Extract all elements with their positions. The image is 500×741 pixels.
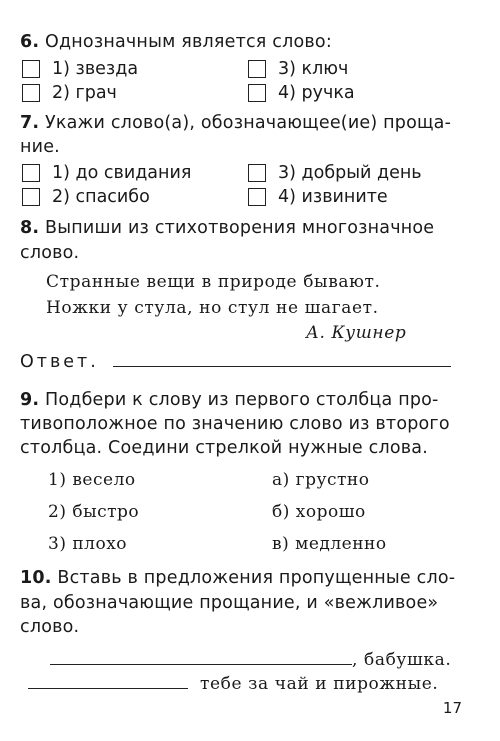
q7-number: 7. (20, 113, 40, 133)
q10-text-line2: ва, обозначающие прощание, и «вежливое» (20, 593, 439, 613)
q7-option-4-label: 4) извините (278, 187, 388, 207)
sentence-2 (28, 674, 438, 694)
q7-option-1-label: 1) до свидания (52, 163, 192, 183)
q7-prompt (20, 113, 451, 133)
sentence-1-blank[interactable] (50, 663, 352, 665)
q7-option-3-label: 3) добрый день (278, 163, 422, 183)
poem-line-1: Странные вещи в природе бывают. (46, 272, 381, 292)
q7-text-line1: Укажи слово(а), обозначающее(ие) проща- (45, 113, 452, 133)
q8-text-line1: Выпиши из стихотворения многозначное (45, 218, 435, 238)
match-left-1[interactable]: 1) весело (48, 470, 136, 490)
q9-text-line2: тивоположное по значению слово из второго (20, 414, 450, 434)
match-right-b[interactable]: б) хорошо (272, 502, 366, 522)
q6-option-2-label: 2) грач (52, 83, 117, 103)
answer-label: Ответ. (20, 352, 99, 372)
q7-option-1-checkbox[interactable] (22, 164, 40, 182)
q7-option-4[interactable] (248, 187, 388, 207)
q6-option-1[interactable] (22, 59, 138, 79)
q9-text-line3: столбца. Соедини стрелкой нужные слова. (20, 438, 428, 458)
q8-number: 8. (20, 218, 40, 238)
q10-prompt (20, 568, 455, 588)
q10-number: 10. (20, 568, 52, 588)
q6-option-3[interactable] (248, 59, 348, 79)
match-right-a[interactable]: а) грустно (272, 470, 370, 490)
q6-option-1-checkbox[interactable] (22, 60, 40, 78)
q7-option-3[interactable] (248, 163, 422, 183)
q7-option-1[interactable] (22, 163, 191, 183)
q7-text-line2: ние. (20, 137, 60, 157)
q10-text-line1: Вставь в предложения пропущенные сло- (57, 568, 456, 588)
q7-option-3-checkbox[interactable] (248, 164, 266, 182)
poem-line-2: Ножки у стула, но стул не шагает. (46, 298, 379, 318)
q7-option-4-checkbox[interactable] (248, 188, 266, 206)
sentence-1-end: , бабушка. (352, 650, 452, 670)
q6-option-4-label: 4) ручка (278, 83, 355, 103)
sentence-2-end: тебе за чай и пирожные. (200, 674, 439, 694)
match-right-c[interactable]: в) медленно (272, 534, 387, 554)
q6-option-4-checkbox[interactable] (248, 84, 266, 102)
sentence-1 (50, 650, 451, 670)
q9-prompt (20, 390, 439, 410)
q6-option-3-checkbox[interactable] (248, 60, 266, 78)
q8-text-line2: слово. (20, 243, 80, 263)
sentence-2-blank[interactable] (28, 687, 188, 689)
q9-text-line1: Подбери к слову из первого столбца про- (45, 390, 439, 410)
q6-option-3-label: 3) ключ (278, 59, 349, 79)
q10-text-line3: слово. (20, 617, 80, 637)
q7-option-2-checkbox[interactable] (22, 188, 40, 206)
q8-prompt (20, 218, 434, 238)
q7-option-2-label: 2) спасибо (52, 187, 150, 207)
q6-prompt (20, 32, 332, 52)
match-left-3[interactable]: 3) плохо (48, 534, 128, 554)
q6-text: Однозначным является слово: (45, 32, 332, 52)
poem-author: А. Кушнер (306, 323, 407, 343)
match-left-2[interactable]: 2) быстро (48, 502, 140, 522)
page-number: 17 (442, 699, 462, 717)
q6-option-2-checkbox[interactable] (22, 84, 40, 102)
q6-option-1-label: 1) звезда (52, 59, 139, 79)
q6-number: 6. (20, 32, 40, 52)
q9-number: 9. (20, 390, 40, 410)
q6-option-2[interactable] (22, 83, 117, 103)
answer-blank[interactable] (113, 365, 451, 367)
q6-option-4[interactable] (248, 83, 355, 103)
q7-option-2[interactable] (22, 187, 150, 207)
q8-answer-row (20, 352, 451, 372)
